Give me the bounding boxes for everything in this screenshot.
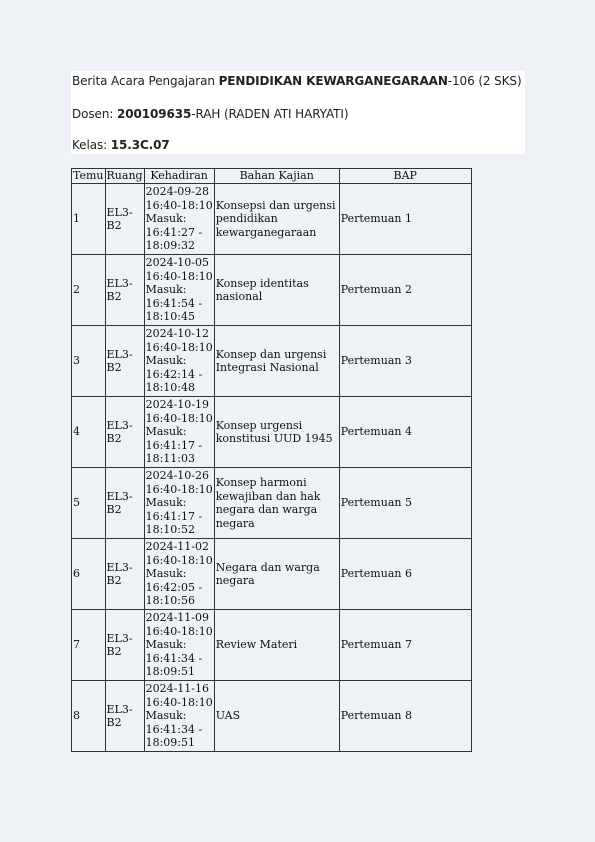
attendance-masuk-label: Masuk: bbox=[145, 567, 187, 581]
table-row bbox=[72, 539, 472, 610]
cell-temu: 8 bbox=[72, 681, 106, 752]
course-code: -106 (2 SKS) bbox=[447, 74, 522, 88]
col-header-kehadiran: Kehadiran bbox=[144, 169, 214, 184]
cell-bahan-kajian: Review Materi bbox=[214, 610, 339, 681]
attendance-date: 2024-11-09 bbox=[145, 611, 209, 625]
attendance-masuk-label: Masuk: bbox=[145, 283, 187, 297]
cell-kehadiran bbox=[144, 681, 214, 752]
report-title bbox=[72, 74, 522, 88]
lecturer-label: Dosen: bbox=[72, 107, 117, 121]
cell-kehadiran bbox=[144, 397, 214, 468]
lecturer-line bbox=[72, 107, 348, 121]
cell-kehadiran bbox=[144, 468, 214, 539]
report-header bbox=[71, 71, 525, 154]
cell-bahan-kajian: Negara dan warga negara bbox=[214, 539, 339, 610]
attendance-masuk-label: Masuk: bbox=[145, 496, 187, 510]
cell-bap: Pertemuan 8 bbox=[339, 681, 471, 752]
attendance-schedule: 16:40-18:10 bbox=[145, 695, 213, 709]
attendance-date: 2024-10-12 bbox=[145, 327, 209, 341]
class-label: Kelas: bbox=[72, 138, 111, 152]
attendance-schedule: 16:40-18:10 bbox=[145, 624, 213, 638]
cell-kehadiran bbox=[144, 184, 214, 255]
class-code: 15.3C.07 bbox=[110, 138, 170, 152]
attendance-out-time: 18:11:03 bbox=[145, 452, 195, 466]
cell-bahan-kajian: Konsep urgensi konstitusi UUD 1945 bbox=[214, 397, 339, 468]
cell-bahan-kajian: Konsep dan urgensi Integrasi Nasional bbox=[214, 326, 339, 397]
cell-ruang: EL3-B2 bbox=[105, 610, 144, 681]
attendance-date: 2024-09-28 bbox=[145, 185, 209, 199]
cell-kehadiran bbox=[144, 255, 214, 326]
attendance-out-time: 18:10:45 bbox=[145, 310, 195, 324]
col-header-bap: BAP bbox=[339, 169, 471, 184]
table-row bbox=[72, 326, 472, 397]
col-header-temu: Temu bbox=[73, 169, 104, 183]
cell-temu: 6 bbox=[72, 539, 106, 610]
cell-bap: Pertemuan 4 bbox=[339, 397, 471, 468]
cell-bap: Pertemuan 3 bbox=[339, 326, 471, 397]
attendance-out-time: 18:10:56 bbox=[145, 594, 195, 608]
attendance-masuk-label: Masuk: bbox=[145, 709, 187, 723]
cell-ruang: EL3-B2 bbox=[105, 397, 144, 468]
attendance-date: 2024-11-16 bbox=[145, 682, 209, 696]
course-name: PENDIDIKAN KEWARGANEGARAAN bbox=[218, 74, 448, 88]
attendance-schedule: 16:40-18:10 bbox=[145, 340, 213, 354]
cell-bap: Pertemuan 7 bbox=[339, 610, 471, 681]
attendance-out-time: 18:10:52 bbox=[145, 523, 195, 537]
attendance-out-time: 18:09:51 bbox=[145, 665, 195, 679]
attendance-in-time: 16:42:05 - bbox=[145, 580, 203, 594]
attendance-out-time: 18:10:48 bbox=[145, 381, 195, 395]
table-row bbox=[72, 681, 472, 752]
attendance-date: 2024-10-05 bbox=[145, 256, 209, 270]
attendance-in-time: 16:42:14 - bbox=[145, 367, 203, 381]
cell-bap: Pertemuan 2 bbox=[339, 255, 471, 326]
lecturer-id: 200109635 bbox=[116, 107, 192, 121]
table-row bbox=[72, 255, 472, 326]
cell-temu: 3 bbox=[72, 326, 106, 397]
attendance-table bbox=[71, 168, 472, 752]
col-header-bahan-kajian: Bahan Kajian bbox=[214, 169, 339, 184]
attendance-masuk-label: Masuk: bbox=[145, 425, 187, 439]
cell-temu: 5 bbox=[72, 468, 106, 539]
attendance-date: 2024-10-26 bbox=[145, 469, 209, 483]
attendance-schedule: 16:40-18:10 bbox=[145, 553, 213, 567]
attendance-in-time: 16:41:17 - bbox=[145, 509, 203, 523]
attendance-schedule: 16:40-18:10 bbox=[145, 411, 213, 425]
col-header-ruang: Ruang bbox=[106, 169, 143, 183]
cell-bahan-kajian: Konsep identitas nasional bbox=[214, 255, 339, 326]
lecturer-name: -RAH (RADEN ATI HARYATI) bbox=[191, 107, 349, 121]
cell-bap: Pertemuan 6 bbox=[339, 539, 471, 610]
table-row bbox=[72, 184, 472, 255]
attendance-date: 2024-10-19 bbox=[145, 398, 209, 412]
cell-bahan-kajian: UAS bbox=[214, 681, 339, 752]
cell-ruang: EL3-B2 bbox=[105, 184, 144, 255]
attendance-in-time: 16:41:34 - bbox=[145, 651, 203, 665]
cell-bap: Pertemuan 5 bbox=[339, 468, 471, 539]
cell-ruang: EL3-B2 bbox=[105, 468, 144, 539]
attendance-schedule: 16:40-18:10 bbox=[145, 269, 213, 283]
attendance-in-time: 16:41:17 - bbox=[145, 438, 203, 452]
attendance-date: 2024-11-02 bbox=[145, 540, 209, 554]
cell-kehadiran bbox=[144, 326, 214, 397]
class-line bbox=[72, 138, 170, 152]
attendance-out-time: 18:09:51 bbox=[145, 736, 195, 750]
cell-temu: 2 bbox=[72, 255, 106, 326]
cell-temu: 1 bbox=[72, 184, 106, 255]
attendance-schedule: 16:40-18:10 bbox=[145, 482, 213, 496]
table-row bbox=[72, 397, 472, 468]
attendance-masuk-label: Masuk: bbox=[145, 354, 187, 368]
cell-kehadiran bbox=[144, 539, 214, 610]
cell-bahan-kajian: Konsep harmoni kewajiban dan hak negara dan warga negara bbox=[214, 468, 339, 539]
title-prefix: Berita Acara Pengajaran bbox=[72, 74, 219, 88]
attendance-in-time: 16:41:27 - bbox=[145, 225, 203, 239]
cell-ruang: EL3-B2 bbox=[105, 681, 144, 752]
table-row bbox=[72, 610, 472, 681]
cell-bahan-kajian: Konsepsi dan urgensi pendidikan kewarganegaraan bbox=[214, 184, 339, 255]
cell-bap: Pertemuan 1 bbox=[339, 184, 471, 255]
attendance-masuk-label: Masuk: bbox=[145, 212, 187, 226]
cell-temu: 7 bbox=[72, 610, 106, 681]
attendance-in-time: 16:41:34 - bbox=[145, 722, 203, 736]
attendance-schedule: 16:40-18:10 bbox=[145, 198, 213, 212]
cell-temu: 4 bbox=[72, 397, 106, 468]
cell-ruang: EL3-B2 bbox=[105, 326, 144, 397]
table-row bbox=[72, 468, 472, 539]
cell-ruang: EL3-B2 bbox=[105, 539, 144, 610]
cell-ruang: EL3-B2 bbox=[105, 255, 144, 326]
attendance-out-time: 18:09:32 bbox=[145, 239, 195, 253]
table-header-row bbox=[72, 169, 472, 184]
attendance-in-time: 16:41:54 - bbox=[145, 296, 203, 310]
cell-kehadiran bbox=[144, 610, 214, 681]
attendance-masuk-label: Masuk: bbox=[145, 638, 187, 652]
